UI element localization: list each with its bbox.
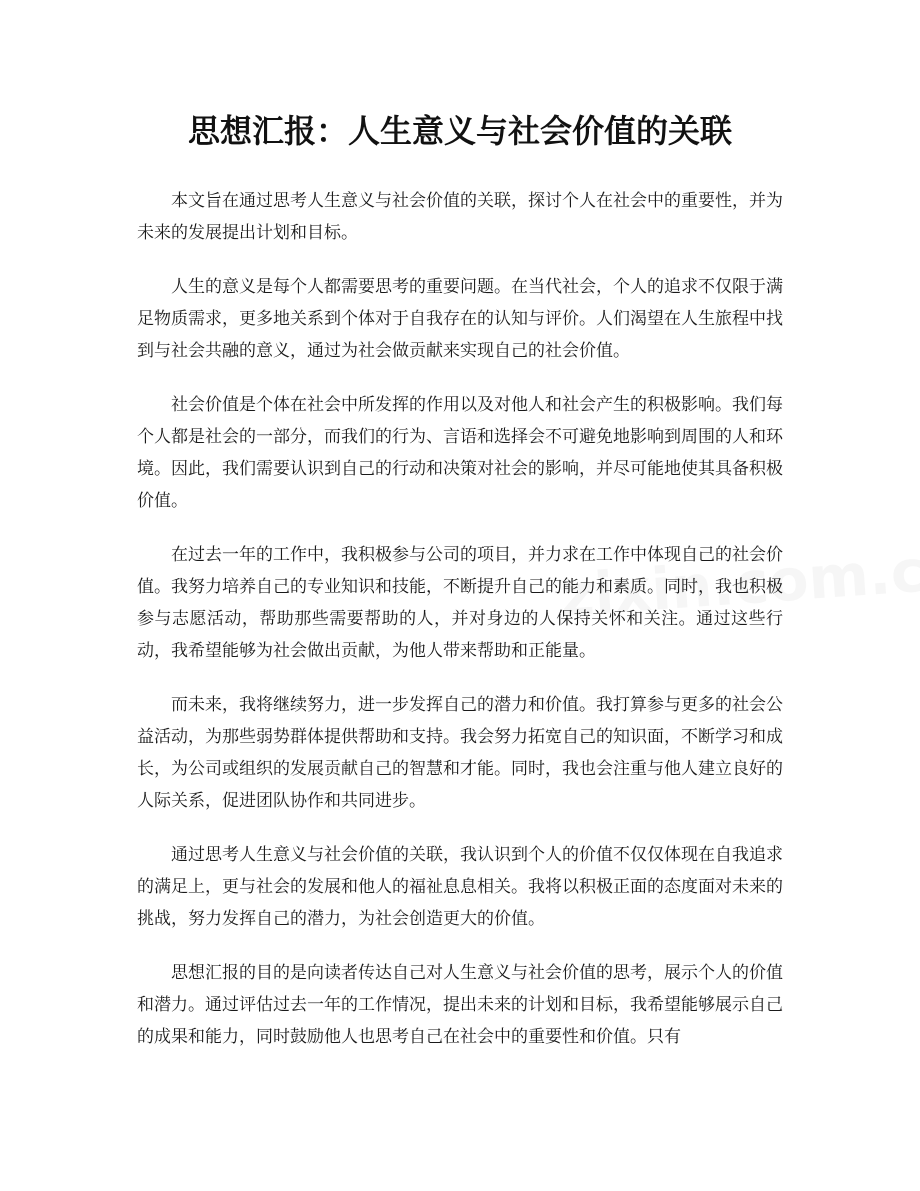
document-body [137,185,783,1075]
paragraph-7: 思想汇报的目的是向读者传达自己对人生意义与社会价值的思考，展示个人的价值和潜力。通过评估过去一年的工作情况，提出未来的计划和目标，我希望能够展示自己的成果和能力，同时鼓励他人也思考自己在社会中的重要性和价值。只有 [137,963,783,1047]
page-title: 思想汇报：人生意义与社会价值的关联 [187,112,732,150]
paragraph-6: 通过思考人生意义与社会价值的关联，我认识到个人的价值不仅仅体现在自我追求的满足上，更与社会的发展和他人的福祉息息相关。我将以积极正面的态度面对未来的挑战，努力发挥自己的潜力，为社会创造更大的价值。 [137,845,783,929]
paragraph-3: 社会价值是个体在社会中所发挥的作用以及对他人和社会产生的积极影响。我们每个人都是社会的一部分，而我们的行为、言语和选择会不可避免地影响到周围的人和环境。因此，我们需要认识到自己的行动和决策对社会的影响，并尽可能地使其具备积极价值。 [137,395,783,511]
paragraph-4: 在过去一年的工作中，我积极参与公司的项目，并力求在工作中体现自己的社会价值。我努力培养自己的专业知识和技能，不断提升自己的能力和素质。同时，我也积极参与志愿活动，帮助那些需要帮助的人，并对身边的人保持关怀和关注。通过这些行动，我希望能够为社会做出贡献，为他人带来帮助和正能量。 [137,545,783,661]
paragraph-1: 本文旨在通过思考人生意义与社会价值的关联，探讨个人在社会中的重要性，并为未来的发展提出计划和目标。 [137,191,783,243]
paragraph-5: 而未来，我将继续努力，进一步发挥自己的潜力和价值。我打算参与更多的社会公益活动，为那些弱势群体提供帮助和支持。我会努力拓宽自己的知识面，不断学习和成长，为公司或组织的发展贡献自己的智慧和才能。同时，我也会注重与他人建立良好的人际关系，促进团队协作和共同进步。 [137,695,783,811]
paragraph-2: 人生的意义是每个人都需要思考的重要问题。在当代社会，个人的追求不仅限于满足物质需求，更多地关系到个体对于自我存在的认知与评价。人们渴望在人生旅程中找到与社会共融的意义，通过为社会做贡献来实现自己的社会价值。 [137,277,783,361]
